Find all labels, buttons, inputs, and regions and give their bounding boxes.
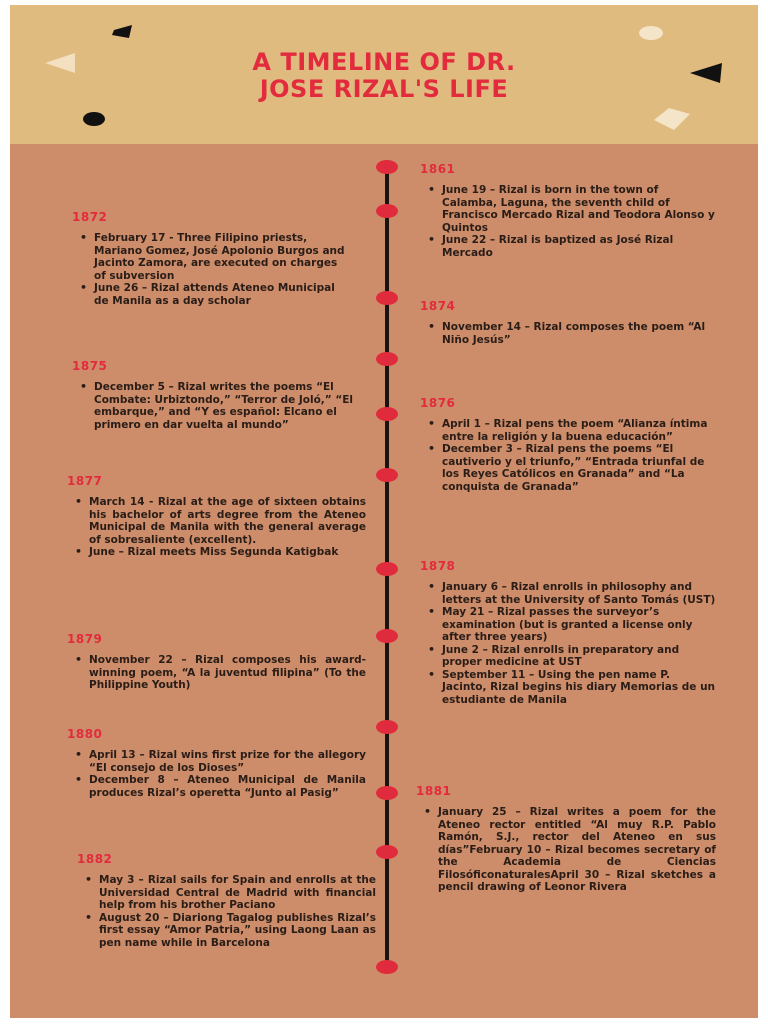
event-item: • August 20 – Diariong Tagalog publishes Rizal’s first essay “Amor Patria,” using Laong Laan as pen name while in Barcelona [99, 912, 376, 950]
event-item: • February 17 - Three Filipino priests, Mariano Gomez, José Apolonio Burgos and Jacinto Zamora, are executed on charges of subversion [94, 232, 352, 282]
event-item: • November 22 – Rizal composes his award-winning poem, “A la juventud filipina” (To the Philippine Youth) [89, 654, 366, 692]
event-item: • January 6 – Rizal enrolls in philosophy and letters at the University of Santo Tomás (UST) [442, 581, 716, 606]
year-label: 1877 [67, 474, 103, 488]
timeline-entry-1880 [67, 727, 366, 799]
event-list [72, 232, 352, 307]
year-label: 1875 [72, 359, 108, 373]
event-list [420, 184, 716, 259]
timeline-dot [376, 291, 398, 305]
confetti-oval-light-icon [638, 25, 664, 41]
event-list [77, 874, 376, 949]
timeline-entry-1872 [72, 210, 352, 307]
timeline-dot [376, 720, 398, 734]
confetti-oval-dark-icon [82, 111, 106, 127]
confetti-diamond-light-icon [654, 108, 692, 132]
timeline-dot [376, 786, 398, 800]
event-item: • December 5 – Rizal writes the poems “El Combate: Urbiztondo,” “Terror de Joló,” “El embarque,” and “Y es español: Elcano el primero en dar vuelta al mundo” [94, 381, 362, 431]
timeline-entry-1875 [72, 359, 362, 431]
event-list [416, 806, 716, 894]
timeline-entry-1879 [67, 632, 366, 692]
event-item: • June 2 – Rizal enrolls in preparatory and proper medicine at UST [442, 644, 716, 669]
event-list [420, 321, 716, 346]
timeline-entry-1878 [420, 559, 716, 706]
confetti-parallelogram-icon [112, 25, 134, 39]
title-line-1: A TIMELINE OF DR. [252, 48, 516, 76]
page-title [10, 49, 758, 103]
timeline-dot [376, 352, 398, 366]
event-item: • June 22 – Rizal is baptized as José Rizal Mercado [442, 234, 716, 259]
event-item: • December 8 – Ateneo Municipal de Manila produces Rizal’s operetta “Junto al Pasig” [89, 774, 366, 799]
event-list [67, 749, 366, 799]
timeline-entry-1861 [420, 162, 716, 259]
event-item: • June – Rizal meets Miss Segunda Katigbak [89, 546, 366, 559]
event-item: • January 25 – Rizal writes a poem for the Ateneo rector entitled “Al muy R.P. Pablo Ramón, S.J., rector del Ateneo en sus días”February 10 – Rizal becomes secretary of the Academia de Ciencias FilosóficonaturalesApril 30 – Rizal sketches a pencil drawing of Leonor Rivera [438, 806, 716, 894]
year-label: 1861 [420, 162, 456, 176]
timeline-entry-1882 [77, 852, 376, 949]
title-line-2: JOSE RIZAL'S LIFE [259, 75, 509, 103]
event-item: • June 26 – Rizal attends Ateneo Municipal de Manila as a day scholar [94, 282, 352, 307]
event-item: • April 13 – Rizal wins first prize for the allegory “El consejo de los Dioses” [89, 749, 366, 774]
event-item: • June 19 – Rizal is born in the town of Calamba, Laguna, the seventh child of Francisco Mercado Rizal and Teodora Alonso y Quintos [442, 184, 716, 234]
year-label: 1876 [420, 396, 456, 410]
event-list [72, 381, 362, 431]
event-item: • November 14 – Rizal composes the poem “Al Niño Jesús” [442, 321, 716, 346]
timeline-dot [376, 468, 398, 482]
timeline-dot [376, 204, 398, 218]
event-item: • December 3 – Rizal pens the poems “El cautiverio y el triunfo,” “Entrada triunfal de los Reyes Católicos en Granada” and “La conquista de Granada” [442, 443, 716, 493]
timeline-dot [376, 407, 398, 421]
header-banner [10, 5, 758, 144]
timeline-page [10, 5, 758, 1018]
year-label: 1881 [416, 784, 452, 798]
event-item: • May 21 – Rizal passes the surveyor’s examination (but is granted a license only after three years) [442, 606, 716, 644]
event-list [67, 496, 366, 559]
event-item: • May 3 – Rizal sails for Spain and enrolls at the Universidad Central de Madrid with financial help from his brother Paciano [99, 874, 376, 912]
year-label: 1872 [72, 210, 108, 224]
year-label: 1879 [67, 632, 103, 646]
timeline-entry-1874 [420, 299, 716, 346]
event-list [67, 654, 366, 692]
event-item: • April 1 – Rizal pens the poem “Alianza íntima entre la religión y la buena educación” [442, 418, 716, 443]
timeline-entry-1876 [420, 396, 716, 493]
event-list [420, 418, 716, 493]
year-label: 1880 [67, 727, 103, 741]
timeline-dot [376, 562, 398, 576]
timeline-entry-1877 [67, 474, 366, 559]
timeline-entry-1881 [416, 784, 716, 894]
timeline-dot [376, 845, 398, 859]
year-label: 1874 [420, 299, 456, 313]
year-label: 1882 [77, 852, 113, 866]
year-label: 1878 [420, 559, 456, 573]
event-list [420, 581, 716, 706]
event-item: • March 14 - Rizal at the age of sixteen obtains his bachelor of arts degree from the Ateneo Municipal de Manila with the general average of sobresaliente (excellent). [89, 496, 366, 546]
timeline-dot [376, 160, 398, 174]
event-item: • September 11 – Using the pen name P. Jacinto, Rizal begins his diary Memorias de un estudiante de Manila [442, 669, 716, 707]
timeline-dot [376, 960, 398, 974]
timeline-dot [376, 629, 398, 643]
